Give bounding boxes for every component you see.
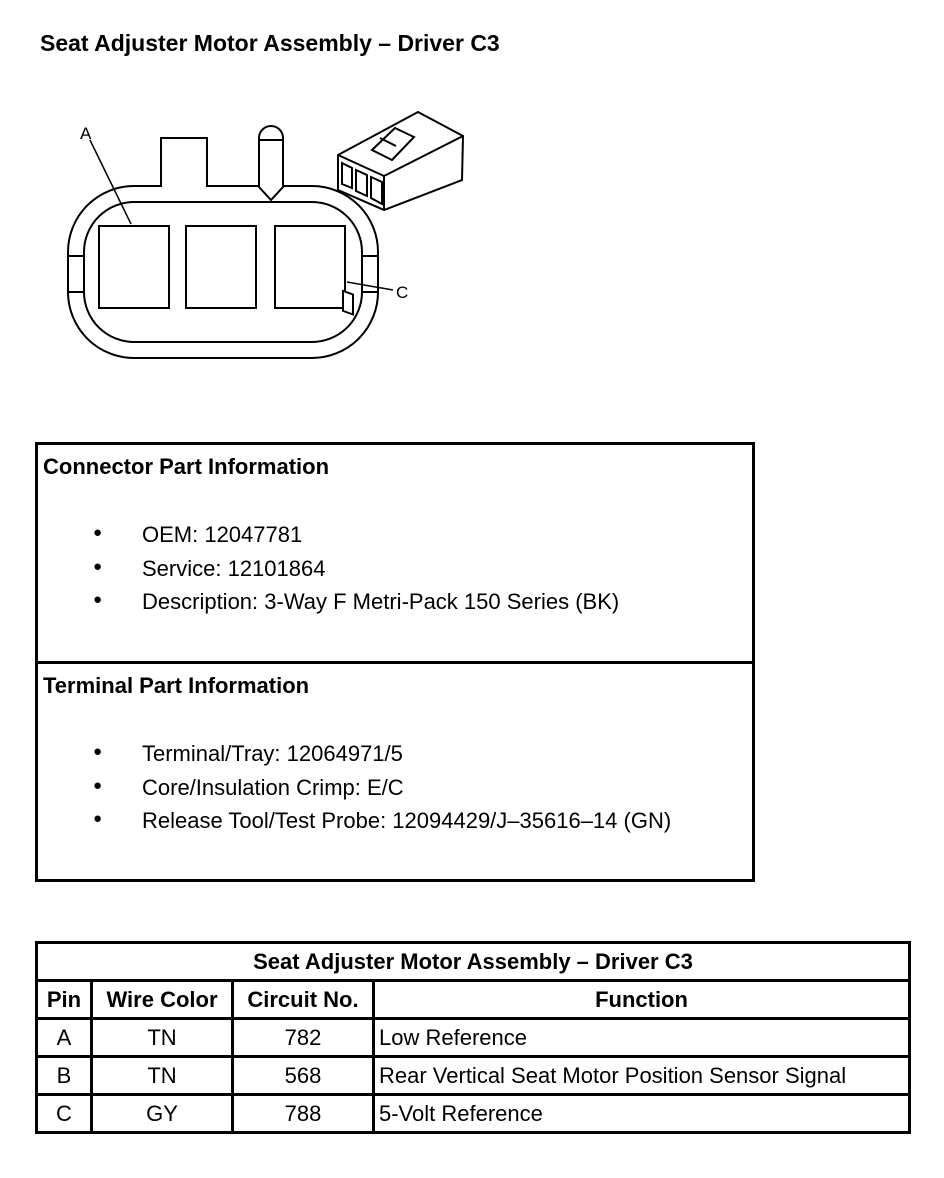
function-cell: Low Reference: [374, 1019, 910, 1057]
header-wire-color: Wire Color: [92, 981, 233, 1019]
header-circuit-no: Circuit No.: [233, 981, 374, 1019]
part-info-box: [35, 442, 755, 882]
pin-cell: B: [37, 1057, 92, 1095]
label-c: C: [396, 283, 409, 302]
function-cell: 5-Volt Reference: [374, 1095, 910, 1133]
circuit-cell: 788: [233, 1095, 374, 1133]
wire-color-cell: TN: [92, 1019, 233, 1057]
pin-cell: C: [37, 1095, 92, 1133]
list-item: ● Release Tool/Test Probe: 12094429/J–35616–14 (GN): [38, 808, 671, 842]
pin-table-caption: Seat Adjuster Motor Assembly – Driver C3: [37, 943, 910, 981]
page-title: Seat Adjuster Motor Assembly – Driver C3: [40, 30, 500, 56]
connector-part-section: [38, 445, 752, 664]
list-item: ● Description: 3-Way F Metri-Pack 150 Series (BK): [38, 589, 619, 623]
cavity-c: [275, 226, 345, 308]
pin-table: [35, 941, 911, 1134]
list-item: ● Service: 12101864: [38, 556, 619, 590]
circuit-cell: 782: [233, 1019, 374, 1057]
connector-part-title: Connector Part Information: [43, 454, 330, 479]
wire-color-cell: GY: [92, 1095, 233, 1133]
list-item: ● Core/Insulation Crimp: E/C: [38, 775, 671, 809]
connector-key: [259, 126, 283, 200]
wire-color-cell: TN: [92, 1057, 233, 1095]
connector-diagram: [0, 0, 944, 420]
terminal-part-title: Terminal Part Information: [43, 673, 310, 698]
table-row: [37, 1019, 910, 1057]
header-pin: Pin: [37, 981, 92, 1019]
connector-part-list: [38, 522, 619, 623]
table-row: [37, 1057, 910, 1095]
list-item: ● Terminal/Tray: 12064971/5: [38, 741, 671, 775]
circuit-cell: 568: [233, 1057, 374, 1095]
pin-cell: A: [37, 1019, 92, 1057]
terminal-part-list: [38, 741, 671, 842]
header-function: Function: [374, 981, 910, 1019]
terminal-part-section: [38, 664, 752, 879]
pin-table-header-row: [37, 981, 910, 1019]
connector-top-tab: [161, 138, 207, 187]
label-a: A: [80, 124, 92, 143]
table-row: [37, 1095, 910, 1133]
cavity-b: [186, 226, 256, 308]
connector-left-rib: [68, 256, 84, 292]
cavity-a: [99, 226, 169, 308]
list-item: ● OEM: 12047781: [38, 522, 619, 556]
function-cell: Rear Vertical Seat Motor Position Sensor Signal: [374, 1057, 910, 1095]
